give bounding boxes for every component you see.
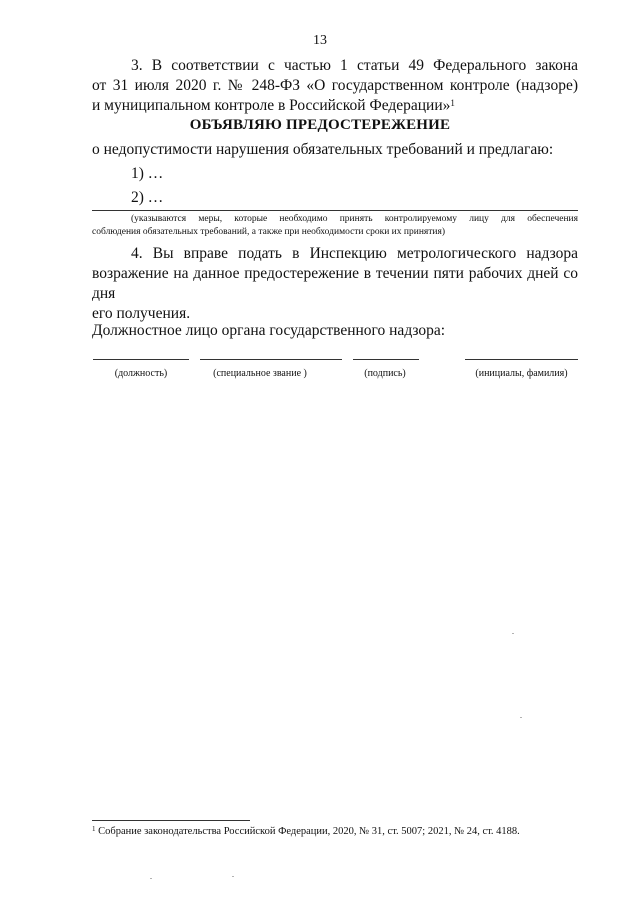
footnote [92,826,578,837]
paragraph-4-line-3: его получения. [92,305,191,322]
paragraph-4-line-1: 4. Вы вправе подать в Инспекцию метрологического надзора [131,245,578,262]
instruction-hint-line-1: (указываются меры, которые необходимо принять контролируемому лицу для обеспечения [131,214,578,224]
paragraph-4-line-2: возражение на данное предостережение в течении пяти рабочих дней со дня [92,265,578,302]
signature-label: (подпись) [364,368,406,379]
position-signature-line [93,359,189,360]
footnote-reference: 1 [450,98,455,108]
intro-text: о недопустимости нарушения обязательных требований и предлагаю: [92,141,554,158]
rank-label: (специальное звание ) [213,368,307,379]
fill-in-line [92,210,578,211]
scan-speck [512,633,514,634]
paragraph-3-line-3 [92,96,578,116]
footnote-separator [92,820,250,821]
scan-speck [150,878,152,879]
scan-speck [520,717,522,718]
position-label: (должность) [114,368,168,379]
name-label: (инициалы, фамилия) [475,368,568,379]
instruction-hint-line-2: соблюдения обязательных требований, а также при необходимости сроки их принятия) [92,227,446,237]
paragraph-3-line-3-text: и муниципальном контроле в Российской Федерации» [92,97,451,114]
paragraph-3 [92,56,578,116]
footnote-marker: 1 [92,825,96,833]
signature-line [353,359,419,360]
paragraph-4 [92,244,578,324]
paragraph-3-line-2: от 31 июля 2020 г. № 248-ФЗ «О государственном контроле (надзоре) [92,77,578,94]
official-label: Должностное лицо органа государственного надзора: [92,322,446,339]
scan-speck [232,876,234,877]
page-number: 13 [313,33,327,48]
footnote-text: Собрание законодательства Российской Федерации, 2020, № 31, ст. 5007; 2021, № 24, ст. 4188. [95,826,520,837]
rank-signature-line [200,359,342,360]
paragraph-3-line-1: 3. В соответствии с частью 1 статьи 49 Федерального закона [131,57,578,74]
list-item-2: 2) … [131,189,164,206]
list-item-1: 1) … [131,165,164,182]
name-signature-line [465,359,578,360]
section-heading: ОБЪЯВЛЯЮ ПРЕДОСТЕРЕЖЕНИЕ [189,117,451,133]
instruction-hint [92,213,578,239]
